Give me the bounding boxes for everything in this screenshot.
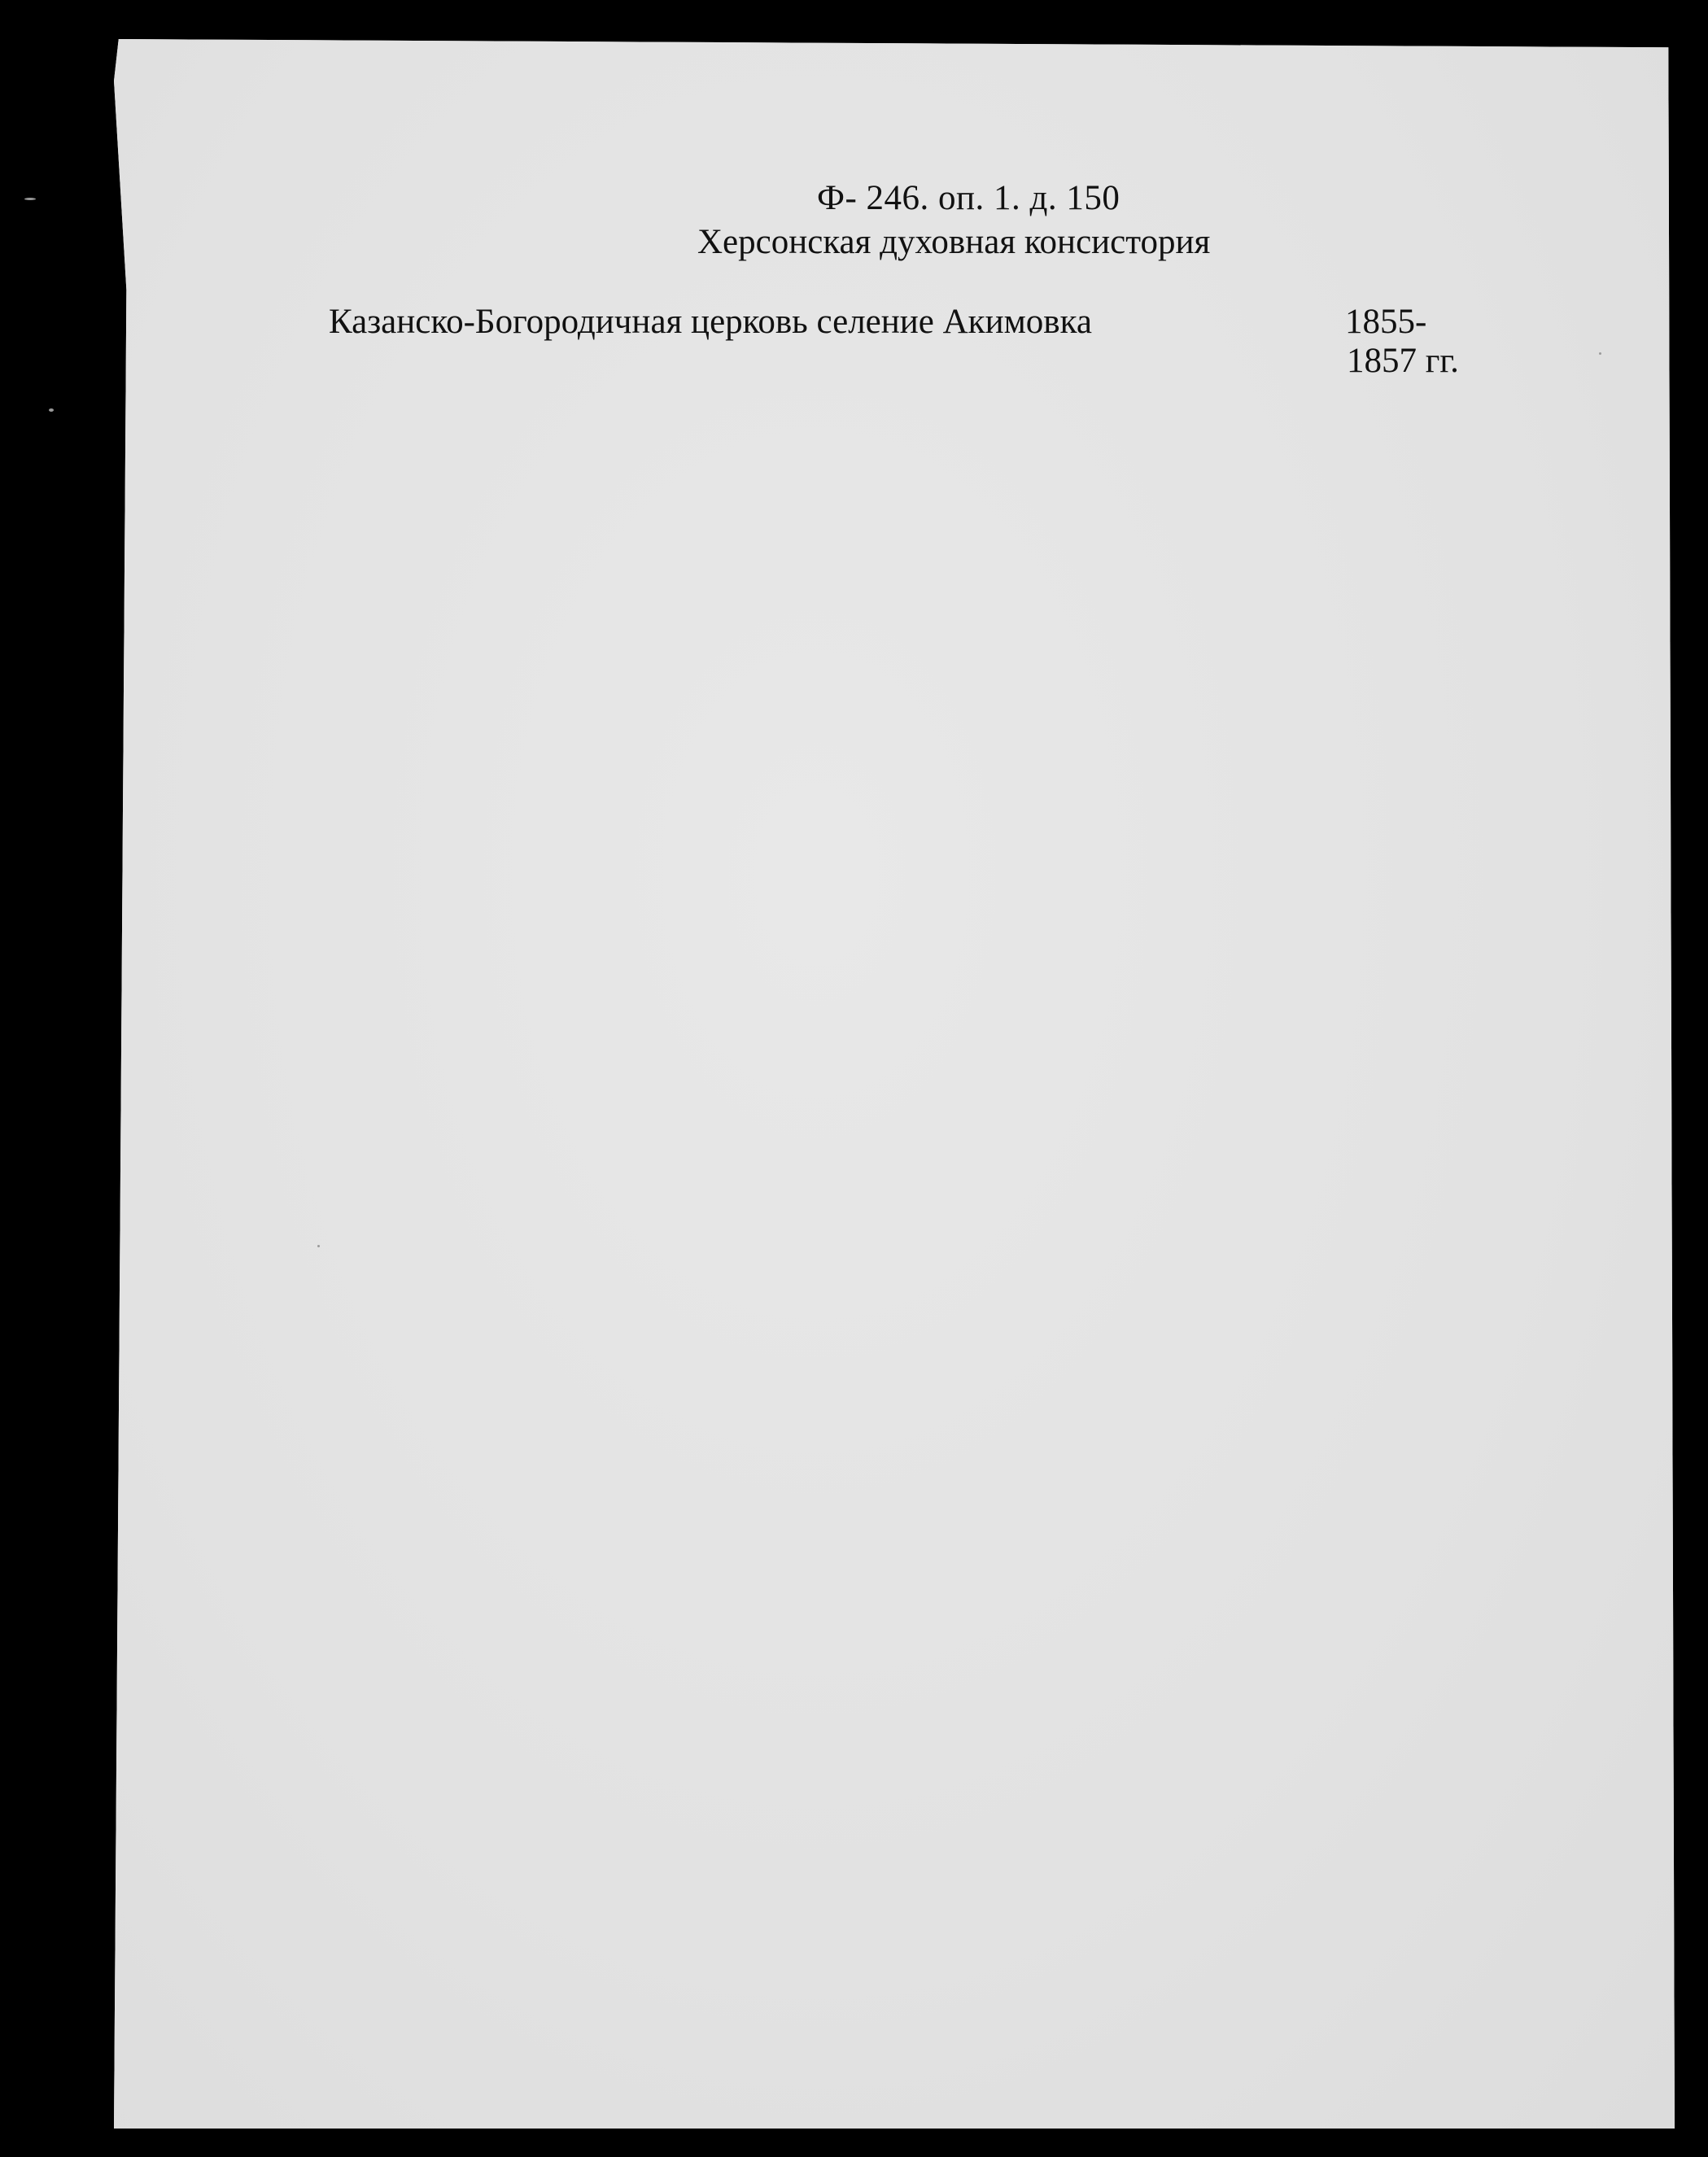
scan-speck: [49, 408, 54, 412]
scan-speck: [24, 198, 36, 200]
church-title: Казанско-Богородичная церковь селение Акимовка: [329, 303, 1092, 341]
scan-speck: [317, 1245, 320, 1247]
scan-speck: [1599, 352, 1601, 355]
institution-name: Херсонская духовная консистория: [697, 223, 1211, 261]
date-range-start: 1855-: [1345, 303, 1427, 341]
date-range-end: 1857 гг.: [1347, 342, 1459, 380]
fund-reference: Ф- 246. оп. 1. д. 150: [817, 179, 1120, 217]
